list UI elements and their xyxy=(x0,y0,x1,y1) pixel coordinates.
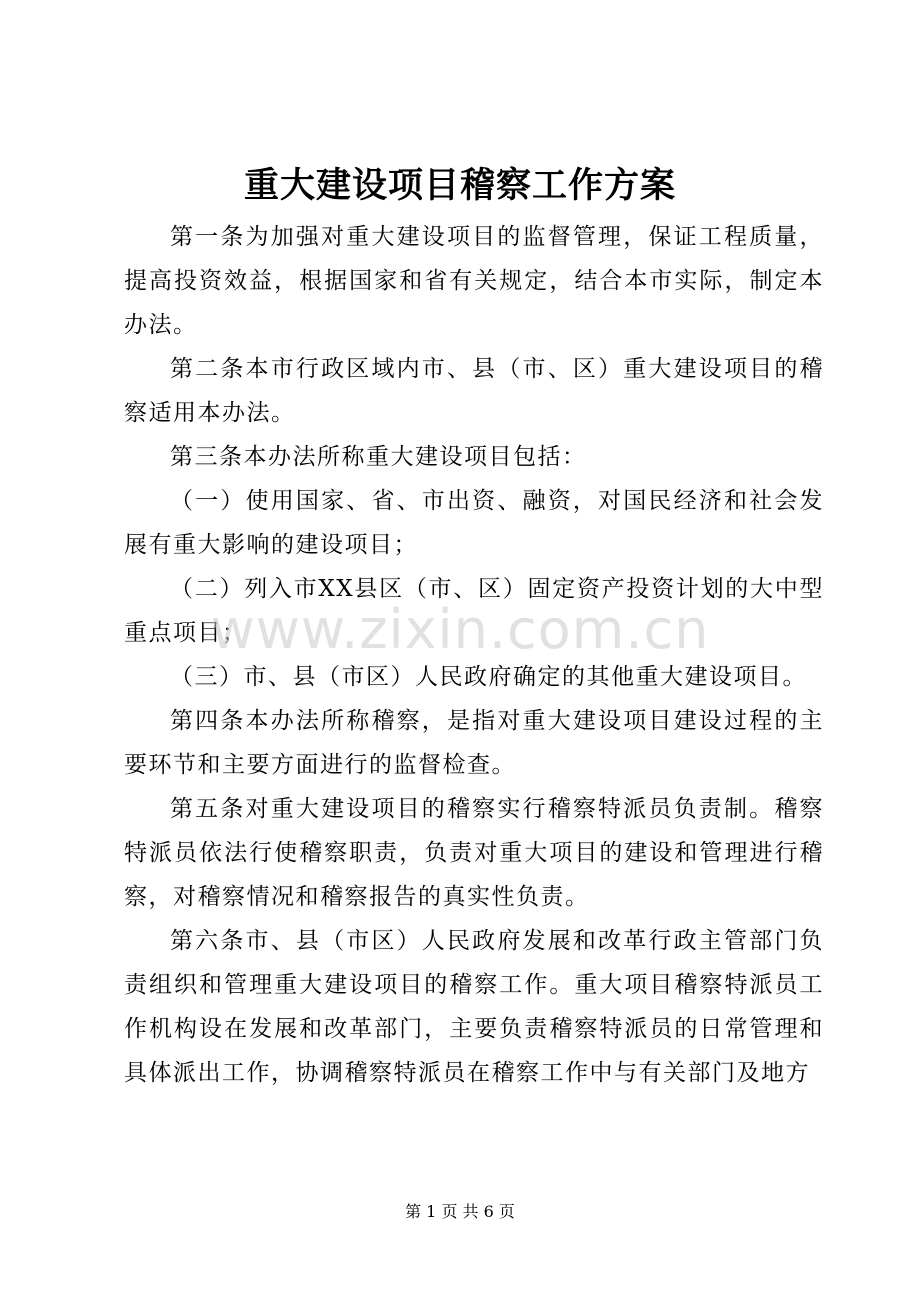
paragraph-item-1: （一）使用国家、省、市出资、融资，对国民经济和社会发展有重大影响的建设项目； xyxy=(124,488,824,558)
paragraph-article-4: 第四条本办法所称稽察，是指对重大建设项目建设过程的主要环节和主要方面进行的监督检查。 xyxy=(124,708,824,778)
paragraph-article-5: 第五条对重大建设项目的稽察实行稽察特派员负责制。稽察特派员依法行使稽察职责，负责对重大项目的建设和管理进行稽察，对稽察情况和稽察报告的真实性负责。 xyxy=(124,796,824,910)
page-footer: 第 1 页 共 6 页 xyxy=(405,1202,515,1221)
paragraph-article-6: 第六条市、县（市区）人民政府发展和改革行政主管部门负责组织和管理重大建设项目的稽察工作。重大项目稽察特派员工作机构设在发展和改革部门，主要负责稽察特派员的日常管理和具体派出工作，协调稽察特派员在稽察工作中与有关部门及地方 xyxy=(124,928,824,1086)
paragraph-item-3: （三）市、县（市区）人民政府确定的其他重大建设项目。 xyxy=(170,664,807,690)
document-body xyxy=(124,215,824,1095)
paragraph-article-3: 第三条本办法所称重大建设项目包括： xyxy=(170,444,587,470)
paragraph-item-2: （二）列入市XX县区（市、区）固定资产投资计划的大中型重点项目； xyxy=(124,576,824,646)
paragraph-article-2: 第二条本市行政区域内市、县（市、区）重大建设项目的稽察适用本办法。 xyxy=(124,356,824,426)
document-title: 重大建设项目稽察工作方案 xyxy=(243,165,676,206)
watermark: www.zixin.com.cn xyxy=(210,598,710,661)
paragraph-article-1: 第一条为加强对重大建设项目的监督管理，保证工程质量，提高投资效益，根据国家和省有关规定，结合本市实际，制定本办法。 xyxy=(124,224,824,338)
